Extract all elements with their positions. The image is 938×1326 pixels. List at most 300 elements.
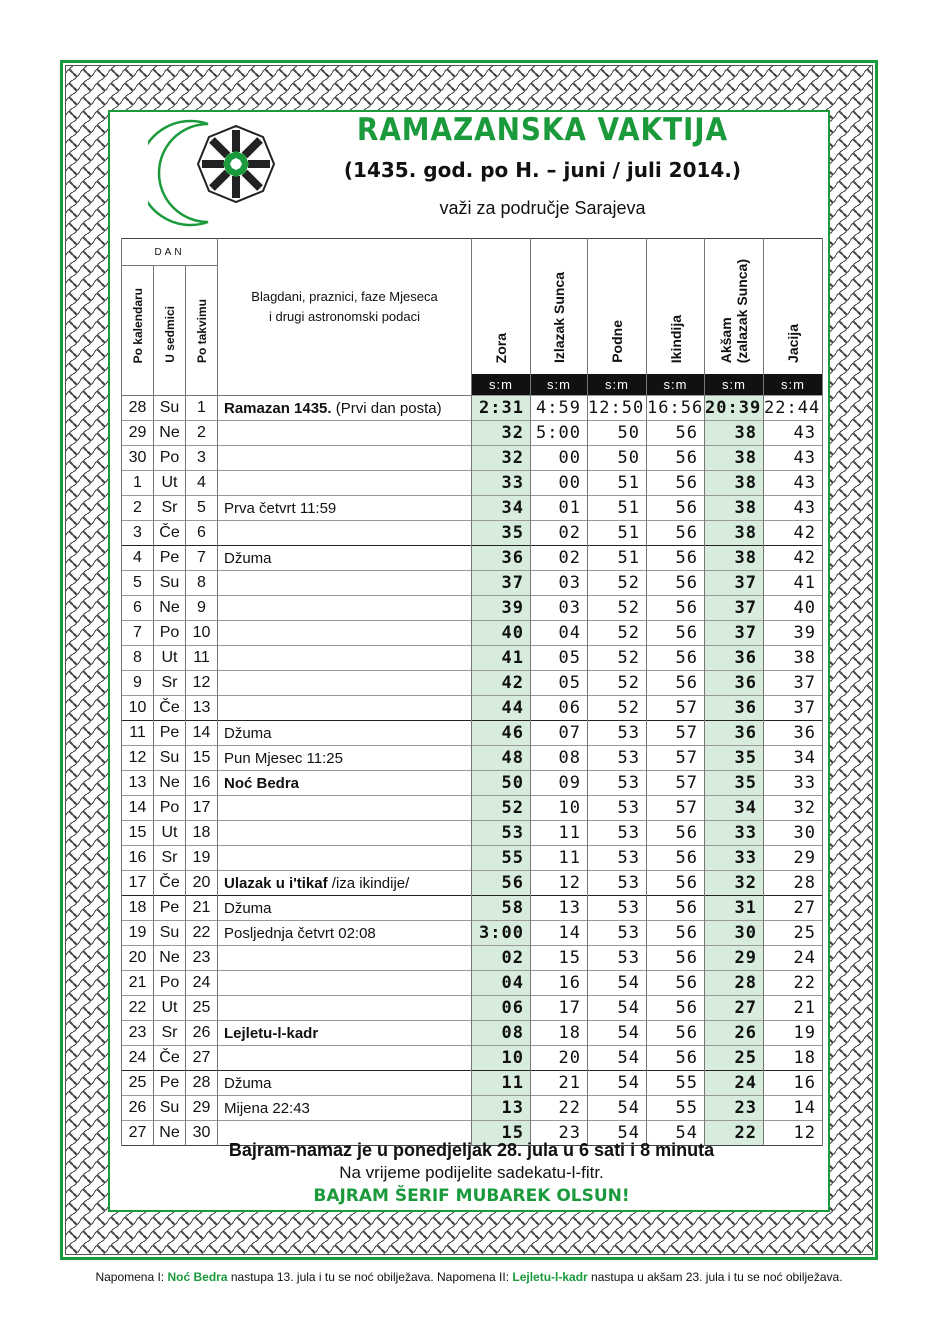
aksam-header-line1: Akšam (718, 317, 734, 363)
cell-ikindija: 56 (647, 1046, 705, 1071)
cell-zora: 39 (472, 596, 531, 621)
page-subtitle: (1435. god. po H. – juni / juli 2014.) (343, 158, 742, 182)
cell-po-takvimu: 27 (186, 1046, 218, 1071)
cell-ikindija: 56 (647, 571, 705, 596)
table-row (122, 721, 823, 746)
table-row (122, 571, 823, 596)
cell-podne: 51 (588, 546, 647, 571)
cell-u-sedmici: Po (154, 796, 186, 821)
cell-u-sedmici: Če (154, 521, 186, 546)
unit-label: s:m (531, 374, 588, 396)
cell-izlazak: 03 (531, 571, 588, 596)
cell-izlazak: 12 (531, 871, 588, 896)
footer-part3: nastupa u akšam 23. jula i tu se noć obilježava. (587, 1270, 843, 1284)
cell-aksam: 36 (705, 721, 764, 746)
cell-aksam: 38 (705, 546, 764, 571)
zora-header (472, 239, 531, 375)
table-row (122, 621, 823, 646)
cell-zora: 55 (472, 846, 531, 871)
cell-podne: 52 (588, 671, 647, 696)
cell-ikindija: 55 (647, 1096, 705, 1121)
cell-podne: 51 (588, 471, 647, 496)
cell-description (218, 721, 472, 746)
cell-ikindija: 57 (647, 796, 705, 821)
footer-part2: nastupa 13. jula i tu se noć obilježava. Napomena II: (227, 1270, 513, 1284)
region-text: važi za područje Sarajeva (439, 198, 646, 218)
cell-u-sedmici: Po (154, 621, 186, 646)
cell-podne: 53 (588, 746, 647, 771)
cell-zora: 52 (472, 796, 531, 821)
cell-po-takvimu: 23 (186, 946, 218, 971)
cell-izlazak: 16 (531, 971, 588, 996)
cell-description (218, 521, 472, 546)
cell-description (218, 771, 472, 796)
cell-aksam: 35 (705, 746, 764, 771)
ikindija-header-label: Ikindija (667, 314, 684, 363)
cell-zora: 56 (472, 871, 531, 896)
cell-podne: 53 (588, 921, 647, 946)
table-row (122, 671, 823, 696)
cell-jacija: 43 (764, 471, 823, 496)
u-sedmici-header (154, 266, 186, 375)
cell-u-sedmici: Sr (154, 1021, 186, 1046)
bajram-serif-note: BAJRAM ŠERIF MUBAREK OLSUN! (313, 1186, 630, 1206)
sm-blank (154, 374, 186, 396)
cell-zora: 40 (472, 621, 531, 646)
cell-podne: 54 (588, 971, 647, 996)
cell-zora: 3:00 (472, 921, 531, 946)
cell-izlazak: 03 (531, 596, 588, 621)
cell-izlazak: 08 (531, 746, 588, 771)
table-row (122, 921, 823, 946)
cell-po-takvimu: 29 (186, 1096, 218, 1121)
cell-podne: 52 (588, 571, 647, 596)
cell-izlazak: 20 (531, 1046, 588, 1071)
jacija-header (764, 239, 823, 375)
cell-po-kalendaru: 14 (122, 796, 154, 821)
cell-u-sedmici: Ne (154, 946, 186, 971)
unit-label: s:m (472, 374, 531, 396)
cell-izlazak: 10 (531, 796, 588, 821)
cell-u-sedmici: Ne (154, 1121, 186, 1146)
cell-po-kalendaru: 26 (122, 1096, 154, 1121)
cell-description (218, 696, 472, 721)
cell-aksam: 37 (705, 621, 764, 646)
cell-zora: 32 (472, 446, 531, 471)
description-bold: Lejletu-l-kadr (224, 1024, 319, 1042)
cell-ikindija: 56 (647, 896, 705, 921)
cell-jacija: 29 (764, 846, 823, 871)
cell-po-kalendaru: 18 (122, 896, 154, 921)
cell-po-takvimu: 18 (186, 821, 218, 846)
cell-ikindija: 55 (647, 1071, 705, 1096)
cell-podne: 54 (588, 996, 647, 1021)
cell-po-kalendaru: 1 (122, 471, 154, 496)
cell-aksam: 31 (705, 896, 764, 921)
footer-highlight2: Lejletu-l-kadr (512, 1270, 588, 1284)
cell-po-kalendaru: 8 (122, 646, 154, 671)
table-row (122, 1046, 823, 1071)
cell-jacija: 16 (764, 1071, 823, 1096)
cell-zora: 58 (472, 896, 531, 921)
table-row (122, 646, 823, 671)
cell-u-sedmici: Ne (154, 596, 186, 621)
cell-description (218, 896, 472, 921)
aksam-header-line2: (zalazak Sunca) (734, 258, 750, 363)
cell-u-sedmici: Ne (154, 771, 186, 796)
cell-jacija: 28 (764, 871, 823, 896)
cell-u-sedmici: Po (154, 971, 186, 996)
description-bold: Ulazak u i'tikaf (224, 874, 328, 892)
cell-aksam: 26 (705, 1021, 764, 1046)
cell-podne: 53 (588, 946, 647, 971)
cell-jacija: 25 (764, 921, 823, 946)
cell-jacija: 42 (764, 546, 823, 571)
cell-ikindija: 56 (647, 821, 705, 846)
podne-header (588, 239, 647, 375)
cell-u-sedmici: Ne (154, 421, 186, 446)
description-text: (Prvi dan posta) (331, 399, 442, 417)
cell-jacija: 41 (764, 571, 823, 596)
cell-u-sedmici: Po (154, 446, 186, 471)
cell-po-kalendaru: 17 (122, 871, 154, 896)
cell-jacija: 37 (764, 671, 823, 696)
sm-blank (122, 374, 154, 396)
cell-po-kalendaru: 27 (122, 1121, 154, 1146)
cell-zora: 46 (472, 721, 531, 746)
cell-ikindija: 56 (647, 596, 705, 621)
cell-aksam: 35 (705, 771, 764, 796)
cell-zora: 44 (472, 696, 531, 721)
description-text: Mijena 22:43 (224, 1099, 310, 1117)
cell-zora: 33 (472, 471, 531, 496)
po-takvimu-header (186, 266, 218, 375)
cell-u-sedmici: Pe (154, 721, 186, 746)
cell-po-kalendaru: 29 (122, 421, 154, 446)
cell-izlazak: 05 (531, 671, 588, 696)
cell-u-sedmici: Sr (154, 846, 186, 871)
table-row (122, 1071, 823, 1096)
sm-blank (186, 374, 218, 396)
cell-zora: 11 (472, 1071, 531, 1096)
cell-ikindija: 56 (647, 1021, 705, 1046)
cell-po-kalendaru: 28 (122, 396, 154, 421)
cell-jacija: 36 (764, 721, 823, 746)
cell-zora: 08 (472, 1021, 531, 1046)
cell-aksam: 36 (705, 696, 764, 721)
cell-po-kalendaru: 22 (122, 996, 154, 1021)
cell-po-kalendaru: 13 (122, 771, 154, 796)
cell-zora: 42 (472, 671, 531, 696)
description-bold: Noć Bedra (224, 774, 300, 792)
cell-u-sedmici: Su (154, 571, 186, 596)
podne-header-label: Podne (609, 320, 625, 363)
cell-po-kalendaru: 11 (122, 721, 154, 746)
cell-jacija: 19 (764, 1021, 823, 1046)
cell-podne: 54 (588, 1071, 647, 1096)
cell-aksam: 27 (705, 996, 764, 1021)
cell-description (218, 621, 472, 646)
cell-ikindija: 56 (647, 846, 705, 871)
cell-u-sedmici: Sr (154, 671, 186, 696)
ikindija-header (647, 239, 705, 375)
table-body (122, 396, 823, 1146)
cell-description (218, 421, 472, 446)
cell-po-takvimu: 17 (186, 796, 218, 821)
cell-po-kalendaru: 7 (122, 621, 154, 646)
cell-podne: 53 (588, 796, 647, 821)
cell-description (218, 971, 472, 996)
cell-zora: 32 (472, 421, 531, 446)
cell-zora: 34 (472, 496, 531, 521)
cell-aksam: 24 (705, 1071, 764, 1096)
cell-podne: 54 (588, 1046, 647, 1071)
u-sedmici-label: U sedmici (162, 306, 177, 363)
cell-ikindija: 57 (647, 746, 705, 771)
cell-po-takvimu: 5 (186, 496, 218, 521)
cell-izlazak: 06 (531, 696, 588, 721)
cell-ikindija: 56 (647, 996, 705, 1021)
jacija-header-label: Jacija (785, 324, 801, 363)
cell-podne: 51 (588, 496, 647, 521)
cell-izlazak: 22 (531, 1096, 588, 1121)
cell-podne: 53 (588, 771, 647, 796)
cell-aksam: 22 (705, 1121, 764, 1146)
table-row (122, 696, 823, 721)
description-text: Prva četvrt 11:59 (224, 499, 337, 517)
aksam-header-label (718, 253, 750, 369)
cell-jacija: 43 (764, 421, 823, 446)
footer-note (0, 1270, 938, 1284)
cell-description (218, 496, 472, 521)
table-row (122, 946, 823, 971)
cell-aksam: 23 (705, 1096, 764, 1121)
cell-po-takvimu: 11 (186, 646, 218, 671)
unit-label: s:m (647, 374, 705, 396)
crescent-logo (148, 118, 288, 228)
description-text: /iza ikindije/ (327, 874, 410, 892)
table-row (122, 896, 823, 921)
cell-ikindija: 16:56 (647, 396, 705, 421)
sm-blank (218, 374, 472, 396)
cell-aksam: 29 (705, 946, 764, 971)
cell-u-sedmici: Su (154, 1096, 186, 1121)
cell-podne: 50 (588, 421, 647, 446)
cell-ikindija: 57 (647, 771, 705, 796)
aksam-header (705, 239, 764, 375)
cell-description (218, 921, 472, 946)
table-row (122, 1021, 823, 1046)
cell-u-sedmici: Su (154, 921, 186, 946)
cell-aksam: 38 (705, 446, 764, 471)
table-row (122, 546, 823, 571)
cell-po-kalendaru: 2 (122, 496, 154, 521)
table-row (122, 746, 823, 771)
cell-description (218, 671, 472, 696)
cell-u-sedmici: Če (154, 696, 186, 721)
cell-podne: 52 (588, 596, 647, 621)
cell-ikindija: 56 (647, 946, 705, 971)
table-row (122, 846, 823, 871)
cell-podne: 52 (588, 621, 647, 646)
cell-zora: 02 (472, 946, 531, 971)
cell-jacija: 38 (764, 646, 823, 671)
cell-po-takvimu: 21 (186, 896, 218, 921)
cell-izlazak: 05 (531, 646, 588, 671)
cell-jacija: 33 (764, 771, 823, 796)
cell-ikindija: 56 (647, 521, 705, 546)
cell-aksam: 33 (705, 821, 764, 846)
cell-po-takvimu: 15 (186, 746, 218, 771)
cell-po-takvimu: 2 (186, 421, 218, 446)
cell-aksam: 30 (705, 921, 764, 946)
cell-aksam: 36 (705, 671, 764, 696)
cell-description (218, 571, 472, 596)
cell-po-kalendaru: 23 (122, 1021, 154, 1046)
table-row (122, 396, 823, 421)
cell-podne: 50 (588, 446, 647, 471)
cell-description (218, 1096, 472, 1121)
cell-po-kalendaru: 12 (122, 746, 154, 771)
cell-po-kalendaru: 10 (122, 696, 154, 721)
cell-po-takvimu: 12 (186, 671, 218, 696)
cell-zora: 53 (472, 821, 531, 846)
table-row (122, 971, 823, 996)
cell-po-kalendaru: 4 (122, 546, 154, 571)
cell-jacija: 30 (764, 821, 823, 846)
table-row (122, 596, 823, 621)
cell-jacija: 43 (764, 496, 823, 521)
cell-izlazak: 4:59 (531, 396, 588, 421)
cell-po-takvimu: 25 (186, 996, 218, 1021)
cell-ikindija: 54 (647, 1121, 705, 1146)
cell-zora: 10 (472, 1046, 531, 1071)
cell-u-sedmici: Če (154, 1046, 186, 1071)
cell-po-kalendaru: 25 (122, 1071, 154, 1096)
unit-label: s:m (764, 374, 823, 396)
cell-u-sedmici: Ut (154, 471, 186, 496)
cell-aksam: 28 (705, 971, 764, 996)
cell-jacija: 39 (764, 621, 823, 646)
cell-aksam: 37 (705, 596, 764, 621)
cell-podne: 53 (588, 721, 647, 746)
cell-po-kalendaru: 24 (122, 1046, 154, 1071)
cell-u-sedmici: Pe (154, 546, 186, 571)
cell-description (218, 471, 472, 496)
cell-izlazak: 00 (531, 446, 588, 471)
cell-ikindija: 57 (647, 696, 705, 721)
cell-po-kalendaru: 9 (122, 671, 154, 696)
cell-izlazak: 09 (531, 771, 588, 796)
cell-po-kalendaru: 16 (122, 846, 154, 871)
cell-podne: 52 (588, 696, 647, 721)
cell-aksam: 20:39 (705, 396, 764, 421)
cell-u-sedmici: Sr (154, 496, 186, 521)
cell-description (218, 396, 472, 421)
cell-podne: 53 (588, 846, 647, 871)
cell-u-sedmici: Su (154, 396, 186, 421)
cell-izlazak: 07 (531, 721, 588, 746)
cell-izlazak: 11 (531, 821, 588, 846)
cell-zora: 2:31 (472, 396, 531, 421)
unit-label: s:m (588, 374, 647, 396)
cell-jacija: 24 (764, 946, 823, 971)
cell-podne: 53 (588, 821, 647, 846)
cell-aksam: 38 (705, 496, 764, 521)
cell-izlazak: 15 (531, 946, 588, 971)
cell-jacija: 34 (764, 746, 823, 771)
cell-jacija: 42 (764, 521, 823, 546)
cell-aksam: 25 (705, 1046, 764, 1071)
cell-podne: 51 (588, 521, 647, 546)
cell-jacija: 37 (764, 696, 823, 721)
cell-izlazak: 13 (531, 896, 588, 921)
cell-ikindija: 56 (647, 421, 705, 446)
description-text: Džuma (224, 549, 272, 567)
cell-po-kalendaru: 21 (122, 971, 154, 996)
cell-ikindija: 56 (647, 871, 705, 896)
cell-aksam: 37 (705, 571, 764, 596)
table-row (122, 446, 823, 471)
cell-podne: 54 (588, 1121, 647, 1146)
izlazak-header (531, 239, 588, 375)
cell-ikindija: 56 (647, 921, 705, 946)
izlazak-header-label: Izlazak Sunca (551, 271, 567, 363)
cell-po-takvimu: 14 (186, 721, 218, 746)
cell-aksam: 38 (705, 471, 764, 496)
cell-zora: 36 (472, 546, 531, 571)
cell-description (218, 1046, 472, 1071)
cell-zora: 04 (472, 971, 531, 996)
cell-po-takvimu: 7 (186, 546, 218, 571)
cell-ikindija: 56 (647, 621, 705, 646)
cell-jacija: 40 (764, 596, 823, 621)
cell-jacija: 32 (764, 796, 823, 821)
cell-description (218, 546, 472, 571)
cell-po-kalendaru: 5 (122, 571, 154, 596)
cell-aksam: 32 (705, 871, 764, 896)
cell-description (218, 821, 472, 846)
table-row (122, 1096, 823, 1121)
cell-po-takvimu: 30 (186, 1121, 218, 1146)
cell-u-sedmici: Ut (154, 996, 186, 1021)
cell-zora: 48 (472, 746, 531, 771)
table-row (122, 421, 823, 446)
description-text: Džuma (224, 1074, 272, 1092)
description-bold: Ramazan 1435. (224, 399, 332, 417)
cell-izlazak: 18 (531, 1021, 588, 1046)
cell-po-takvimu: 28 (186, 1071, 218, 1096)
cell-description (218, 1071, 472, 1096)
cell-izlazak: 21 (531, 1071, 588, 1096)
cell-izlazak: 02 (531, 546, 588, 571)
cell-ikindija: 56 (647, 471, 705, 496)
cell-podne: 52 (588, 646, 647, 671)
footer-highlight1: Noć Bedra (167, 1270, 228, 1284)
cell-po-kalendaru: 30 (122, 446, 154, 471)
cell-po-takvimu: 1 (186, 396, 218, 421)
cell-izlazak: 00 (531, 471, 588, 496)
cell-po-kalendaru: 15 (122, 821, 154, 846)
cell-jacija: 21 (764, 996, 823, 1021)
cell-po-takvimu: 26 (186, 1021, 218, 1046)
po-takvimu-label: Po takvimu (194, 298, 209, 363)
cell-izlazak: 04 (531, 621, 588, 646)
cell-zora: 13 (472, 1096, 531, 1121)
cell-po-takvimu: 20 (186, 871, 218, 896)
cell-po-takvimu: 13 (186, 696, 218, 721)
cell-zora: 50 (472, 771, 531, 796)
